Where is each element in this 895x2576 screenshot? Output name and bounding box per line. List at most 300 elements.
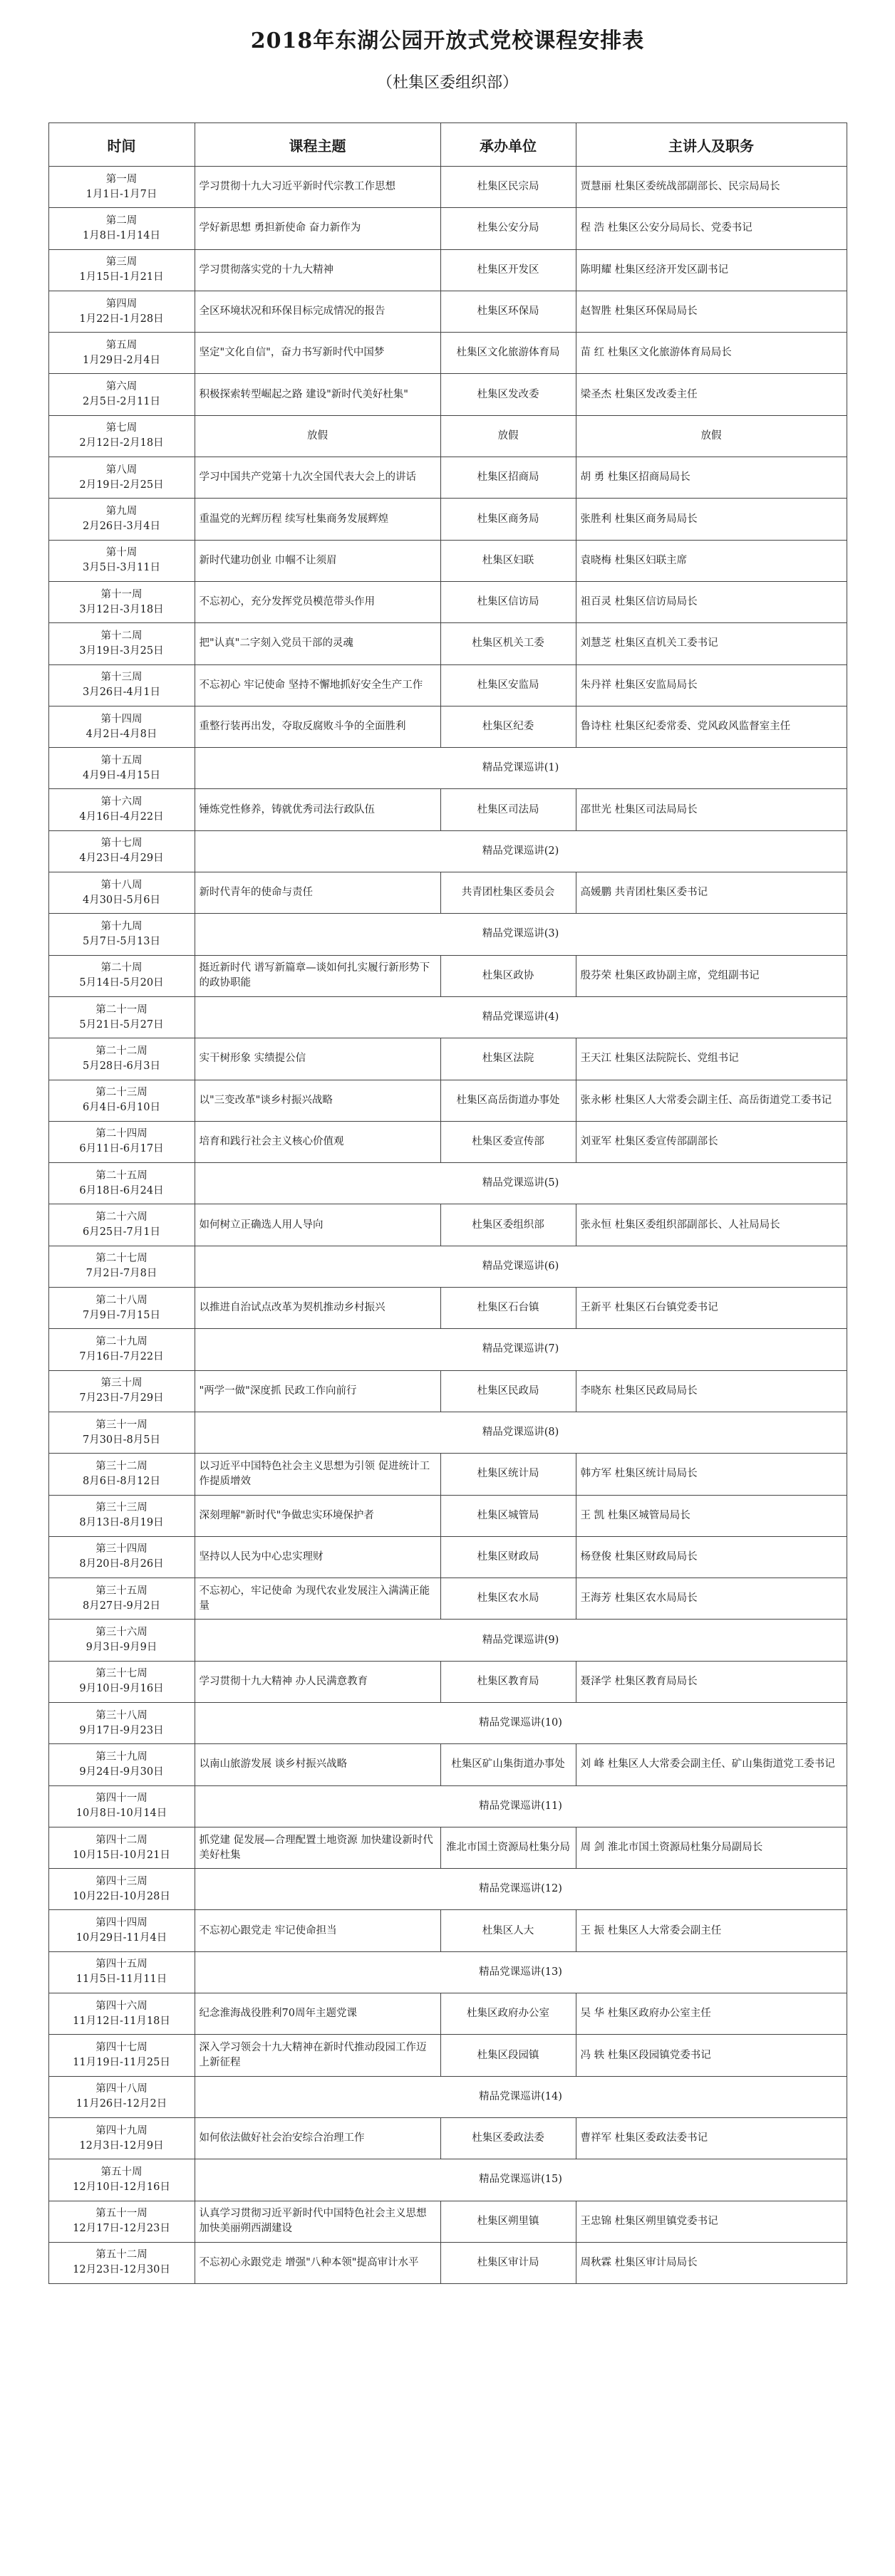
speaker-cell: 王 凯 杜集区城管局局长: [576, 1495, 847, 1536]
org-cell: 杜集区政协: [440, 955, 576, 996]
topic-cell: 全区环境状况和环保目标完成情况的报告: [195, 291, 440, 332]
week-cell: [48, 1785, 195, 1827]
week-label: 第六周: [105, 381, 138, 393]
header-org: 承办单位: [440, 123, 576, 167]
week-cell: [48, 1288, 195, 1329]
table-row: [48, 1744, 847, 1785]
date-range: 2月26日-3月4日: [82, 521, 161, 533]
speaker-cell: 祖百灵 杜集区信访局局长: [576, 581, 847, 622]
speaker-cell: 张永彬 杜集区人大常委会副主任、高岳街道党工委书记: [576, 1080, 847, 1121]
date-range: 6月11日-6月17日: [79, 1143, 164, 1155]
org-cell: 杜集区石台镇: [440, 1288, 576, 1329]
date-range: 4月30日-5月6日: [82, 894, 161, 906]
date-range: 6月18日-6月24日: [79, 1184, 164, 1196]
week-cell: [48, 1993, 195, 2035]
speaker-cell: 刘亚军 杜集区委宣传部副部长: [576, 1121, 847, 1162]
table-row: [48, 167, 847, 208]
week-cell: [48, 457, 195, 499]
date-range: 12月10日-12月16日: [73, 2181, 170, 2193]
week-cell: [48, 2242, 195, 2283]
table-row: [48, 249, 847, 291]
date-range: 8月27日-9月2日: [82, 1600, 161, 1612]
week-label: 第四十九周: [95, 2124, 148, 2137]
week-label: 第十四周: [100, 713, 143, 725]
week-cell: [48, 2159, 195, 2201]
topic-cell: 如何树立正确选人用人导向: [195, 1204, 440, 1246]
date-range: 10月15日-10月21日: [73, 1849, 170, 1861]
org-cell: 杜集区环保局: [440, 291, 576, 332]
week-cell: [48, 1454, 195, 1495]
table-row: [48, 291, 847, 332]
week-cell: [48, 830, 195, 872]
topic-cell: 积极探索转型崛起之路 建设"新时代美好杜集": [195, 374, 440, 415]
table-row: [48, 1827, 847, 1868]
week-label: 第十七周: [100, 838, 143, 850]
org-cell: 杜集区招商局: [440, 457, 576, 499]
org-cell: 杜集区农水局: [440, 1578, 576, 1620]
speaker-cell: 周 剑 淮北市国土资源局杜集分局副局长: [576, 1827, 847, 1868]
table-row: [48, 1204, 847, 1246]
header-week: 时间: [48, 123, 195, 167]
week-cell: [48, 872, 195, 914]
topic-cell: 坚定"文化自信"，奋力书写新时代中国梦: [195, 333, 440, 374]
week-label: 第二十周: [100, 962, 143, 974]
date-range: 9月24日-9月30日: [79, 1766, 164, 1778]
table-row: [48, 1495, 847, 1536]
date-range: 8月20日-8月26日: [79, 1558, 164, 1570]
week-label: 第五周: [105, 339, 138, 351]
week-label: 第二十七周: [95, 1253, 148, 1265]
topic-cell: 学习贯彻落实党的十九大精神: [195, 249, 440, 291]
table-row: [48, 374, 847, 415]
table-row: [48, 1578, 847, 1620]
speaker-cell: 吴 华 杜集区政府办公室主任: [576, 1993, 847, 2035]
page-title: 2018年东湖公园开放式党校课程安排表: [250, 28, 645, 53]
week-cell: [48, 664, 195, 706]
week-cell: [48, 914, 195, 955]
topic-cell: 把"认真"二字刻入党员干部的灵魂: [195, 623, 440, 664]
org-cell: 杜集区文化旅游体育局: [440, 333, 576, 374]
table-row: [48, 872, 847, 914]
speaker-cell: 程 浩 杜集区公安分局局长、党委书记: [576, 208, 847, 249]
table-row: [48, 830, 847, 872]
org-cell: 杜集区段园镇: [440, 2035, 576, 2076]
speaker-cell: 王海芳 杜集区农水局局长: [576, 1578, 847, 1620]
org-cell: 共青团杜集区委员会: [440, 872, 576, 914]
table-row: [48, 1951, 847, 1993]
week-cell: [48, 1744, 195, 1785]
topic-cell: 学习贯彻十九大精神 办人民满意教育: [195, 1661, 440, 1702]
speaker-cell: 朱丹祥 杜集区安监局局长: [576, 664, 847, 706]
table-row: [48, 1246, 847, 1287]
topic-cell: 以南山旅游发展 谈乡村振兴战略: [195, 1744, 440, 1785]
speaker-cell: 袁晓梅 杜集区妇联主席: [576, 540, 847, 581]
table-row: [48, 333, 847, 374]
date-range: 7月9日-7月15日: [82, 1309, 161, 1321]
topic-cell: 锤炼党性修养，铸就优秀司法行政队伍: [195, 789, 440, 830]
week-label: 第四十七周: [95, 2042, 148, 2053]
date-range: 10月29日-11月4日: [76, 1932, 167, 1944]
week-label: 第四十三周: [95, 1875, 148, 1887]
topic-cell: 深刻理解"新时代"争做忠实环境保护者: [195, 1495, 440, 1536]
week-label: 第二十一周: [95, 1003, 148, 1016]
week-label: 第二十五周: [95, 1169, 148, 1182]
org-cell: 杜集区矿山集街道办事处: [440, 1744, 576, 1785]
table-row: [48, 2242, 847, 2283]
date-range: 3月26日-4月1日: [82, 687, 161, 699]
week-label: 第五十一周: [95, 2208, 148, 2220]
date-range: 3月19日-3月25日: [79, 645, 164, 657]
org-cell: 杜集区机关工委: [440, 623, 576, 664]
date-range: 6月25日-7月1日: [82, 1226, 161, 1239]
week-cell: [48, 1370, 195, 1412]
date-range: 5月14日-5月20日: [79, 977, 164, 989]
week-label: 第三周: [105, 256, 138, 268]
header-topic: 课程主题: [195, 123, 440, 167]
table-row: [48, 2117, 847, 2159]
week-label: 第三十八周: [95, 1709, 148, 1721]
week-label: 第二十八周: [95, 1294, 148, 1306]
date-range: 4月16日-4月22日: [79, 811, 164, 823]
party-lecture-tour-cell: 精品党课巡讲(5): [195, 1163, 847, 1204]
schedule-table: [48, 122, 847, 2284]
week-label: 第五十二周: [95, 2249, 148, 2261]
party-lecture-tour-cell: 精品党课巡讲(15): [195, 2159, 847, 2201]
table-row: [48, 1993, 847, 2035]
org-cell: 杜集区统计局: [440, 1454, 576, 1495]
org-cell: 杜集区委宣传部: [440, 1121, 576, 1162]
week-cell: [48, 499, 195, 540]
party-lecture-tour-cell: 精品党课巡讲(4): [195, 996, 847, 1038]
week-label: 第十三周: [100, 672, 143, 684]
table-row: [48, 499, 847, 540]
table-row: [48, 1370, 847, 1412]
date-range: 1月22日-1月28日: [79, 313, 164, 325]
org-cell: 淮北市国土资源局杜集分局: [440, 1827, 576, 1868]
week-label: 第二十三周: [95, 1087, 148, 1099]
speaker-cell: 邵世光 杜集区司法局局长: [576, 789, 847, 830]
week-cell: [48, 1204, 195, 1246]
week-label: 第三十二周: [95, 1460, 148, 1472]
week-label: 第四十八周: [95, 2083, 148, 2095]
speaker-cell: 王新平 杜集区石台镇党委书记: [576, 1288, 847, 1329]
table-row: [48, 208, 847, 249]
speaker-cell: 韩方军 杜集区统计局局长: [576, 1454, 847, 1495]
date-range: 10月8日-10月14日: [76, 1808, 167, 1820]
week-label: 第十九周: [100, 920, 143, 932]
week-label: 第三十七周: [95, 1668, 148, 1680]
topic-cell: 纪念淮海战役胜利70周年主题党课: [195, 1993, 440, 2035]
week-cell: [48, 374, 195, 415]
date-range: 4月2日-4月8日: [86, 728, 157, 740]
speaker-cell: 高媛鹏 共青团杜集区委书记: [576, 872, 847, 914]
week-cell: [48, 1620, 195, 1661]
org-cell: 杜集区妇联: [440, 540, 576, 581]
topic-cell: 新时代青年的使命与责任: [195, 872, 440, 914]
topic-cell: 以习近平中国特色社会主义思想为引领 促进统计工作提质增效: [195, 1454, 440, 1495]
week-cell: [48, 1827, 195, 1868]
org-cell: 杜集区委组织部: [440, 1204, 576, 1246]
week-cell: [48, 1536, 195, 1578]
week-cell: [48, 1951, 195, 1993]
week-label: 第一周: [105, 173, 138, 185]
header-speaker: 主讲人及职务: [576, 123, 847, 167]
topic-cell: 如何依法做好社会治安综合治理工作: [195, 2117, 440, 2159]
table-row: [48, 914, 847, 955]
org-cell: 杜集区财政局: [440, 1536, 576, 1578]
party-lecture-tour-cell: 精品党课巡讲(11): [195, 1785, 847, 1827]
date-range: 9月3日-9月9日: [86, 1642, 157, 1654]
week-label: 第二十四周: [95, 1128, 148, 1140]
topic-cell: 重温党的光辉历程 续写杜集商务发展辉煌: [195, 499, 440, 540]
table-row: [48, 581, 847, 622]
table-row: [48, 789, 847, 830]
table-row: [48, 1329, 847, 1370]
speaker-cell: 王 振 杜集区人大常委会副主任: [576, 1910, 847, 1951]
table-row: [48, 1869, 847, 1910]
org-cell: 杜集区法院: [440, 1038, 576, 1080]
topic-cell: 不忘初心，充分发挥党员模范带头作用: [195, 581, 440, 622]
table-row: [48, 1163, 847, 1204]
date-range: 1月15日-1月21日: [79, 271, 164, 283]
org-cell: 杜集区信访局: [440, 581, 576, 622]
week-label: 第五十周: [100, 2166, 143, 2178]
week-cell: [48, 1661, 195, 1702]
date-range: 2月12日-2月18日: [79, 437, 164, 449]
date-range: 8月13日-8月19日: [79, 1517, 164, 1529]
week-cell: [48, 167, 195, 208]
org-cell: 杜集区委政法委: [440, 2117, 576, 2159]
org-cell: 杜集公安分局: [440, 208, 576, 249]
party-lecture-tour-cell: 精品党课巡讲(12): [195, 1869, 847, 1910]
speaker-cell: 梁圣杰 杜集区发改委主任: [576, 374, 847, 415]
speaker-cell: 聂泽学 杜集区教育局局长: [576, 1661, 847, 1702]
table-row: [48, 1910, 847, 1951]
week-label: 第二周: [105, 214, 138, 226]
table-row: [48, 415, 847, 457]
table-row: [48, 2076, 847, 2117]
week-cell: [48, 996, 195, 1038]
topic-cell: 抓党建 促发展—合理配置土地资源 加快建设新时代美好杜集: [195, 1827, 440, 1868]
table-row: [48, 540, 847, 581]
org-cell: 杜集区安监局: [440, 664, 576, 706]
week-label: 第十八周: [100, 879, 143, 891]
date-range: 2月5日-2月11日: [82, 396, 161, 408]
table-row: [48, 748, 847, 789]
party-lecture-tour-cell: 精品党课巡讲(7): [195, 1329, 847, 1370]
org-cell: 杜集区高岳街道办事处: [440, 1080, 576, 1121]
org-cell: 杜集区城管局: [440, 1495, 576, 1536]
week-cell: [48, 1163, 195, 1204]
table-body: [48, 167, 847, 2284]
week-label: 第八周: [105, 464, 138, 476]
week-label: 第二十六周: [95, 1211, 148, 1224]
speaker-cell: 王天江 杜集区法院院长、党组书记: [576, 1038, 847, 1080]
party-lecture-tour-cell: 精品党课巡讲(10): [195, 1702, 847, 1743]
week-cell: [48, 415, 195, 457]
week-cell: [48, 1080, 195, 1121]
table-row: [48, 2201, 847, 2242]
week-cell: [48, 333, 195, 374]
table-row: [48, 2035, 847, 2076]
date-range: 7月16日-7月22日: [79, 1350, 164, 1362]
speaker-cell: 周秋霖 杜集区审计局局长: [576, 2242, 847, 2283]
week-cell: [48, 2117, 195, 2159]
date-range: 5月21日-5月27日: [79, 1018, 164, 1031]
speaker-cell: 赵智胜 杜集区环保局局长: [576, 291, 847, 332]
table-row: [48, 457, 847, 499]
week-cell: [48, 2035, 195, 2076]
date-range: 8月6日-8月12日: [82, 1475, 161, 1487]
date-range: 5月28日-6月3日: [82, 1060, 161, 1072]
week-cell: [48, 748, 195, 789]
speaker-cell: 曹祥军 杜集区委政法委书记: [576, 2117, 847, 2159]
week-cell: [48, 1329, 195, 1370]
date-range: 11月26日-12月2日: [76, 2098, 167, 2110]
org-cell: 杜集区教育局: [440, 1661, 576, 1702]
week-label: 第三十五周: [95, 1585, 148, 1597]
date-range: 7月23日-7月29日: [79, 1392, 164, 1404]
speaker-cell: 陈明耀 杜集区经济开发区副书记: [576, 249, 847, 291]
topic-cell: 培育和践行社会主义核心价值观: [195, 1121, 440, 1162]
party-lecture-tour-cell: 精品党课巡讲(8): [195, 1412, 847, 1453]
speaker-cell: 张永恒 杜集区委组织部副部长、人社局局长: [576, 1204, 847, 1246]
page-subtitle: （杜集区委组织部）: [376, 74, 518, 92]
table-row: [48, 664, 847, 706]
table-row: [48, 623, 847, 664]
topic-cell: 不忘初心永跟党走 增强"八种本领"提高审计水平: [195, 2242, 440, 2283]
table-header-row: [48, 123, 847, 167]
org-cell: 杜集区开发区: [440, 249, 576, 291]
week-label: 第十周: [105, 547, 138, 559]
week-label: 第二十九周: [95, 1335, 148, 1347]
date-range: 11月19日-11月25日: [73, 2057, 170, 2068]
org-cell: 杜集区商务局: [440, 499, 576, 540]
party-lecture-tour-cell: 精品党课巡讲(9): [195, 1620, 847, 1661]
week-label: 第三十四周: [95, 1543, 148, 1555]
org-cell: 杜集区政府办公室: [440, 1993, 576, 2035]
week-cell: [48, 2201, 195, 2242]
week-cell: [48, 208, 195, 249]
week-cell: [48, 1702, 195, 1743]
week-label: 第二十二周: [95, 1045, 148, 1057]
party-lecture-tour-cell: 精品党课巡讲(1): [195, 748, 847, 789]
table-row: [48, 706, 847, 747]
week-cell: [48, 623, 195, 664]
org-cell: 杜集区纪委: [440, 706, 576, 747]
week-cell: [48, 1121, 195, 1162]
week-label: 第三十九周: [95, 1751, 148, 1763]
date-range: 12月17日-12月23日: [73, 2223, 170, 2235]
date-range: 11月5日-11月11日: [76, 1973, 167, 1986]
table-row: [48, 1288, 847, 1329]
topic-cell: 不忘初心 牢记使命 坚持不懈地抓好安全生产工作: [195, 664, 440, 706]
topic-cell: 以"三变改革"谈乡村振兴战略: [195, 1080, 440, 1121]
date-range: 11月12日-11月18日: [73, 2015, 170, 2027]
week-cell: [48, 1578, 195, 1620]
week-label: 第三十三周: [95, 1502, 148, 1514]
topic-cell: 重整行装再出发，夺取反腐败斗争的全面胜利: [195, 706, 440, 747]
table-row: [48, 1785, 847, 1827]
party-lecture-tour-cell: 精品党课巡讲(2): [195, 830, 847, 872]
table-row: [48, 955, 847, 996]
week-label: 第四十六周: [95, 2000, 148, 2012]
topic-cell: 认真学习贯彻习近平新时代中国特色社会主义思想 加快美丽朔西湖建设: [195, 2201, 440, 2242]
week-label: 第四周: [105, 298, 138, 310]
topic-cell: 学好新思想 勇担新使命 奋力新作为: [195, 208, 440, 249]
speaker-cell: 放假: [576, 415, 847, 457]
topic-cell: 不忘初心跟党走 牢记使命担当: [195, 1910, 440, 1951]
date-range: 1月29日-2月4日: [82, 354, 161, 366]
party-lecture-tour-cell: 精品党课巡讲(13): [195, 1951, 847, 1993]
org-cell: 杜集区朔里镇: [440, 2201, 576, 2242]
topic-cell: 新时代建功创业 巾帼不让须眉: [195, 540, 440, 581]
speaker-cell: 刘慧芝 杜集区直机关工委书记: [576, 623, 847, 664]
week-label: 第四十五周: [95, 1959, 148, 1971]
week-label: 第十一周: [100, 588, 143, 600]
week-label: 第四十四周: [95, 1917, 148, 1929]
topic-cell: 放假: [195, 415, 440, 457]
week-label: 第四十二周: [95, 1834, 148, 1846]
topic-cell: 以推进自治试点改革为契机推动乡村振兴: [195, 1288, 440, 1329]
speaker-cell: 殷芬荣 杜集区政协副主席，党组副书记: [576, 955, 847, 996]
date-range: 1月1日-1月7日: [86, 188, 157, 200]
topic-cell: 深入学习领会十九大精神在新时代推动段园工作迈上新征程: [195, 2035, 440, 2076]
date-range: 2月19日-2月25日: [79, 479, 164, 491]
date-range: 4月9日-4月15日: [82, 769, 161, 781]
speaker-cell: 鲁诗柱 杜集区纪委常委、党风政风监督室主任: [576, 706, 847, 747]
week-cell: [48, 2076, 195, 2117]
table-row: [48, 996, 847, 1038]
org-cell: 放假: [440, 415, 576, 457]
topic-cell: 学习贯彻十九大习近平新时代宗教工作思想: [195, 167, 440, 208]
speaker-cell: 冯 轶 杜集区段园镇党委书记: [576, 2035, 847, 2076]
date-range: 3月5日-3月11日: [82, 562, 161, 574]
date-range: 6月4日-6月10日: [82, 1102, 161, 1114]
date-range: 7月30日-8月5日: [82, 1434, 161, 1446]
speaker-cell: 张胜利 杜集区商务局局长: [576, 499, 847, 540]
speaker-cell: 杨登俊 杜集区财政局局长: [576, 1536, 847, 1578]
week-cell: [48, 1412, 195, 1453]
week-cell: [48, 789, 195, 830]
week-cell: [48, 1910, 195, 1951]
week-label: 第十六周: [100, 796, 143, 808]
org-cell: 杜集区发改委: [440, 374, 576, 415]
org-cell: 杜集区民宗局: [440, 167, 576, 208]
week-label: 第四十一周: [95, 1793, 148, 1805]
week-label: 第十五周: [100, 754, 143, 766]
date-range: 9月10日-9月16日: [79, 1683, 164, 1695]
org-cell: 杜集区审计局: [440, 2242, 576, 2283]
date-range: 5月7日-5月13日: [82, 935, 161, 947]
week-label: 第三十六周: [95, 1627, 148, 1639]
table-row: [48, 1620, 847, 1661]
party-lecture-tour-cell: 精品党课巡讲(3): [195, 914, 847, 955]
speaker-cell: 贾慧丽 杜集区委统战部副部长、民宗局局长: [576, 167, 847, 208]
table-row: [48, 1702, 847, 1743]
week-cell: [48, 955, 195, 996]
week-cell: [48, 706, 195, 747]
week-label: 第三十一周: [95, 1419, 148, 1431]
topic-cell: "两学一做"深度抓 民政工作向前行: [195, 1370, 440, 1412]
org-cell: 杜集区人大: [440, 1910, 576, 1951]
table-row: [48, 1121, 847, 1162]
org-cell: 杜集区司法局: [440, 789, 576, 830]
table-row: [48, 1080, 847, 1121]
week-label: 第三十周: [100, 1377, 143, 1389]
week-label: 第十二周: [100, 630, 143, 642]
date-range: 9月17日-9月23日: [79, 1724, 164, 1736]
